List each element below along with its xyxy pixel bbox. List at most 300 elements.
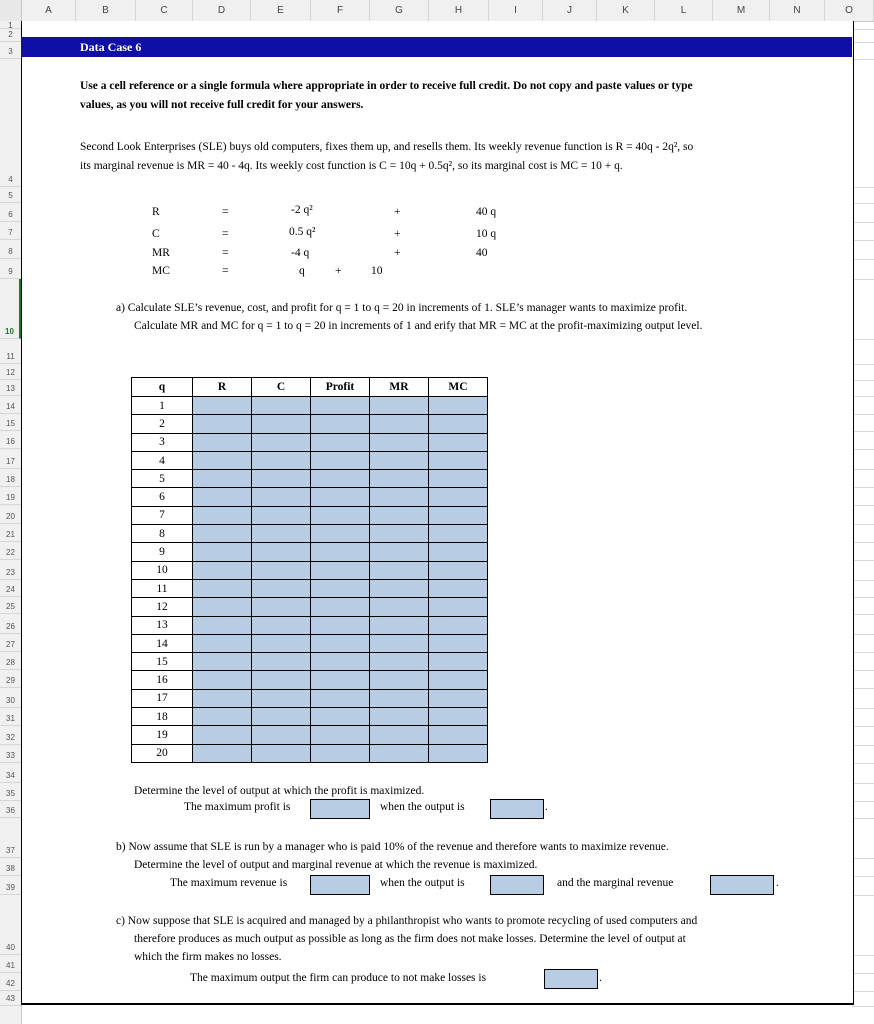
q-cell: 5 bbox=[132, 470, 193, 488]
part-b-line-2: Determine the level of output and marginal revenue at which the revenue is maximized. bbox=[134, 859, 538, 871]
gridline bbox=[852, 726, 874, 746]
period-1: . bbox=[545, 801, 548, 813]
revenue-when-output-label: when the output is bbox=[380, 877, 465, 889]
period-3: . bbox=[599, 972, 602, 984]
row-header-33[interactable]: 33 bbox=[0, 745, 21, 763]
eq-mr-name: MR bbox=[152, 247, 170, 259]
profit-when-output-label: when the output is bbox=[380, 801, 465, 813]
c-input-cell[interactable] bbox=[252, 561, 311, 579]
table-row bbox=[132, 415, 488, 433]
q-cell: 18 bbox=[132, 708, 193, 726]
mr-input-cell[interactable] bbox=[370, 506, 429, 524]
intro-line-2: its marginal revenue is MR = 40 - 4q. Its weekly cost function is C = 10q + 0.5q², so its marginal cost is MC = 10 + q. bbox=[80, 160, 623, 172]
header-mc: MC bbox=[429, 378, 488, 397]
q-cell: 6 bbox=[132, 488, 193, 506]
r-input-cell[interactable] bbox=[193, 653, 252, 671]
mr-input-cell[interactable] bbox=[370, 653, 429, 671]
r-input-cell[interactable] bbox=[193, 598, 252, 616]
gridline bbox=[852, 339, 874, 365]
profit-input-cell[interactable] bbox=[311, 671, 370, 689]
mr-input-cell[interactable] bbox=[370, 726, 429, 744]
r-input-cell[interactable] bbox=[193, 561, 252, 579]
r-input-cell[interactable] bbox=[193, 506, 252, 524]
eq-r-plus: + bbox=[394, 206, 401, 218]
row-header-bar bbox=[0, 21, 22, 1024]
gridline bbox=[852, 818, 874, 859]
data-case-title: Data Case 6 bbox=[80, 40, 142, 54]
mc-input-cell[interactable] bbox=[429, 506, 488, 524]
r-input-cell[interactable] bbox=[193, 488, 252, 506]
q-cell: 10 bbox=[132, 561, 193, 579]
r-input-cell[interactable] bbox=[193, 397, 252, 415]
eq-mc-plus: + bbox=[335, 265, 342, 277]
gridline bbox=[852, 580, 874, 598]
mr-input-cell[interactable] bbox=[370, 744, 429, 762]
gridline bbox=[852, 414, 874, 432]
row-header-40[interactable]: 40 bbox=[0, 895, 21, 955]
gridline bbox=[852, 487, 874, 506]
row-header-22[interactable]: 22 bbox=[0, 542, 21, 560]
q-cell: 15 bbox=[132, 653, 193, 671]
mc-input-cell[interactable] bbox=[429, 488, 488, 506]
q-cell: 14 bbox=[132, 634, 193, 652]
q-cell: 4 bbox=[132, 451, 193, 469]
mr-input-cell[interactable] bbox=[370, 689, 429, 707]
marginal-revenue-input[interactable] bbox=[710, 875, 774, 895]
eq-mr-plus: + bbox=[394, 247, 401, 259]
column-header-d[interactable]: D bbox=[193, 0, 251, 21]
column-header-b[interactable]: B bbox=[76, 0, 136, 21]
r-input-cell[interactable] bbox=[193, 616, 252, 634]
column-header-j[interactable]: J bbox=[543, 0, 597, 21]
column-header-l[interactable]: L bbox=[655, 0, 713, 21]
outer-gridlines bbox=[852, 21, 874, 1024]
row-header-23[interactable]: 23 bbox=[0, 560, 21, 580]
column-header-o[interactable]: O bbox=[825, 0, 874, 21]
mc-input-cell[interactable] bbox=[429, 689, 488, 707]
part-c-line-2: therefore produces as much output as possible as long as the firm does not make losses. Determine the level of output at bbox=[134, 933, 686, 945]
table-row bbox=[132, 470, 488, 488]
mc-input-cell[interactable] bbox=[429, 433, 488, 451]
mc-input-cell[interactable] bbox=[429, 708, 488, 726]
eq-c-plus: + bbox=[394, 228, 401, 240]
r-input-cell[interactable] bbox=[193, 671, 252, 689]
profit-input-cell[interactable] bbox=[311, 433, 370, 451]
gridline bbox=[852, 259, 874, 280]
r-input-cell[interactable] bbox=[193, 451, 252, 469]
eq-r-term1: -2 q² bbox=[291, 204, 313, 216]
table-header-row bbox=[132, 378, 488, 397]
gridline bbox=[852, 42, 874, 60]
q-cell: 8 bbox=[132, 525, 193, 543]
row-header-4[interactable]: 4 bbox=[0, 59, 21, 187]
mc-input-cell[interactable] bbox=[429, 744, 488, 762]
r-input-cell[interactable] bbox=[193, 579, 252, 597]
profit-input-cell[interactable] bbox=[311, 415, 370, 433]
row-header-15[interactable]: 15 bbox=[0, 414, 21, 431]
c-input-cell[interactable] bbox=[252, 543, 311, 561]
mr-input-cell[interactable] bbox=[370, 488, 429, 506]
mc-input-cell[interactable] bbox=[429, 634, 488, 652]
gridline bbox=[852, 542, 874, 561]
c-input-cell[interactable] bbox=[252, 525, 311, 543]
gridline bbox=[852, 745, 874, 764]
max-revenue-label: The maximum revenue is bbox=[170, 877, 288, 889]
eq-r-name: R bbox=[152, 206, 160, 218]
mc-input-cell[interactable] bbox=[429, 415, 488, 433]
c-input-cell[interactable] bbox=[252, 579, 311, 597]
c-input-cell[interactable] bbox=[252, 744, 311, 762]
eq-mr-term2: 40 bbox=[476, 247, 488, 259]
max-profit-label: The maximum profit is bbox=[184, 801, 291, 813]
profit-input-cell[interactable] bbox=[311, 451, 370, 469]
row-header-25[interactable]: 25 bbox=[0, 597, 21, 614]
gridline bbox=[852, 505, 874, 525]
part-a-line-2: Calculate MR and MC for q = 1 to q = 20 in increments of 1 and erify that MR = MC at the profit-maximizing output level. bbox=[134, 320, 703, 332]
part-c-line-1: c) Now suppose that SLE is acquired and managed by a philanthropist who wants to promote recycling of used computers and bbox=[116, 915, 698, 927]
row-header-31[interactable]: 31 bbox=[0, 708, 21, 726]
gridline bbox=[852, 634, 874, 653]
row-header-43[interactable]: 43 bbox=[0, 991, 21, 1006]
data-table bbox=[131, 377, 488, 763]
mr-input-cell[interactable] bbox=[370, 543, 429, 561]
mr-input-cell[interactable] bbox=[370, 415, 429, 433]
row-header-20[interactable]: 20 bbox=[0, 505, 21, 524]
mc-input-cell[interactable] bbox=[429, 525, 488, 543]
r-input-cell[interactable] bbox=[193, 708, 252, 726]
gridline bbox=[852, 29, 874, 43]
gridline bbox=[852, 279, 874, 340]
table-row bbox=[132, 726, 488, 744]
c-input-cell[interactable] bbox=[252, 671, 311, 689]
mc-input-cell[interactable] bbox=[429, 397, 488, 415]
column-header-bar bbox=[0, 0, 874, 22]
c-input-cell[interactable] bbox=[252, 689, 311, 707]
mc-input-cell[interactable] bbox=[429, 561, 488, 579]
table-row bbox=[132, 598, 488, 616]
profit-input-cell[interactable] bbox=[311, 470, 370, 488]
c-input-cell[interactable] bbox=[252, 451, 311, 469]
eq-c-name: C bbox=[152, 228, 160, 240]
gridline bbox=[852, 858, 874, 877]
table-row bbox=[132, 488, 488, 506]
gridline bbox=[852, 59, 874, 188]
gridline bbox=[852, 955, 874, 974]
eq-mr-term1: -4 q bbox=[291, 247, 310, 259]
gridline bbox=[852, 652, 874, 671]
eq-c-term1: 0.5 q² bbox=[289, 226, 316, 238]
eq-mc-term1: q bbox=[299, 265, 305, 277]
profit-input-cell[interactable] bbox=[311, 525, 370, 543]
mr-input-cell[interactable] bbox=[370, 451, 429, 469]
c-input-cell[interactable] bbox=[252, 616, 311, 634]
row-header-14[interactable]: 14 bbox=[0, 396, 21, 414]
header-q: q bbox=[132, 378, 193, 397]
column-header-m[interactable]: M bbox=[713, 0, 770, 21]
table-row bbox=[132, 506, 488, 524]
mc-input-cell[interactable] bbox=[429, 598, 488, 616]
mr-input-cell[interactable] bbox=[370, 598, 429, 616]
mc-input-cell[interactable] bbox=[429, 579, 488, 597]
row-header-7[interactable]: 7 bbox=[0, 222, 21, 240]
select-all-corner[interactable] bbox=[0, 0, 22, 21]
c-input-cell[interactable] bbox=[252, 397, 311, 415]
row-header-35[interactable]: 35 bbox=[0, 783, 21, 801]
mr-input-cell[interactable] bbox=[370, 671, 429, 689]
mr-input-cell[interactable] bbox=[370, 616, 429, 634]
row-header-8[interactable]: 8 bbox=[0, 240, 21, 259]
row-header-6[interactable]: 6 bbox=[0, 203, 21, 222]
row-header-36[interactable]: 36 bbox=[0, 801, 21, 818]
instructions-line-1: Use a cell reference or a single formula where appropriate in order to receive full credit. Do not copy and paste values or type bbox=[80, 80, 693, 92]
intro-line-1: Second Look Enterprises (SLE) buys old computers, fixes them up, and resells them. Its weekly revenue function is R = 40q - 2q², so bbox=[80, 141, 694, 153]
table-row bbox=[132, 689, 488, 707]
r-input-cell[interactable] bbox=[193, 689, 252, 707]
mc-input-cell[interactable] bbox=[429, 726, 488, 744]
eq-mc-term2: 10 bbox=[371, 265, 383, 277]
part-b-line-1: b) Now assume that SLE is run by a manager who is paid 10% of the revenue and therefore wants to maximize revenue. bbox=[116, 841, 669, 853]
gridline bbox=[852, 876, 874, 896]
column-header-n[interactable]: N bbox=[770, 0, 825, 21]
profit-input-cell[interactable] bbox=[311, 561, 370, 579]
table-row bbox=[132, 616, 488, 634]
q-cell: 11 bbox=[132, 579, 193, 597]
eq-r-term2: 40 q bbox=[476, 206, 497, 218]
max-output-input[interactable] bbox=[544, 969, 598, 989]
gridline bbox=[852, 187, 874, 204]
instructions-line-2: values, as you will not receive full credit for your answers. bbox=[80, 99, 364, 111]
q-cell: 19 bbox=[132, 726, 193, 744]
mc-input-cell[interactable] bbox=[429, 451, 488, 469]
table-row bbox=[132, 451, 488, 469]
column-header-e[interactable]: E bbox=[251, 0, 311, 21]
mr-input-cell[interactable] bbox=[370, 433, 429, 451]
profit-output-input[interactable] bbox=[490, 799, 544, 819]
profit-input-cell[interactable] bbox=[311, 488, 370, 506]
table-row bbox=[132, 744, 488, 762]
eq-c-equals: = bbox=[222, 228, 229, 240]
header-c: C bbox=[252, 378, 311, 397]
gridline bbox=[852, 380, 874, 397]
q-cell: 9 bbox=[132, 543, 193, 561]
q-cell: 13 bbox=[132, 616, 193, 634]
row-header-3[interactable]: 3 bbox=[0, 42, 21, 59]
table-row bbox=[132, 653, 488, 671]
r-input-cell[interactable] bbox=[193, 744, 252, 762]
gridline bbox=[852, 364, 874, 381]
row-header-11[interactable]: 11 bbox=[0, 339, 21, 364]
c-input-cell[interactable] bbox=[252, 708, 311, 726]
c-input-cell[interactable] bbox=[252, 488, 311, 506]
r-input-cell[interactable] bbox=[193, 415, 252, 433]
c-input-cell[interactable] bbox=[252, 470, 311, 488]
profit-input-cell[interactable] bbox=[311, 579, 370, 597]
gridline bbox=[852, 396, 874, 415]
mr-input-cell[interactable] bbox=[370, 708, 429, 726]
profit-input-cell[interactable] bbox=[311, 506, 370, 524]
row-header-26[interactable]: 26 bbox=[0, 614, 21, 634]
row-header-29[interactable]: 29 bbox=[0, 670, 21, 688]
q-cell: 2 bbox=[132, 415, 193, 433]
mc-input-cell[interactable] bbox=[429, 653, 488, 671]
c-input-cell[interactable] bbox=[252, 506, 311, 524]
gridline bbox=[852, 670, 874, 689]
r-input-cell[interactable] bbox=[193, 543, 252, 561]
gridline bbox=[852, 222, 874, 241]
c-input-cell[interactable] bbox=[252, 726, 311, 744]
gridline bbox=[852, 801, 874, 819]
eq-c-term2: 10 q bbox=[476, 228, 497, 240]
row-header-19[interactable]: 19 bbox=[0, 487, 21, 505]
r-input-cell[interactable] bbox=[193, 634, 252, 652]
c-input-cell[interactable] bbox=[252, 634, 311, 652]
c-input-cell[interactable] bbox=[252, 433, 311, 451]
mc-input-cell[interactable] bbox=[429, 470, 488, 488]
profit-input-cell[interactable] bbox=[311, 689, 370, 707]
r-input-cell[interactable] bbox=[193, 470, 252, 488]
gridline bbox=[852, 524, 874, 543]
q-cell: 1 bbox=[132, 397, 193, 415]
gridline bbox=[852, 469, 874, 488]
row-header-39[interactable]: 39 bbox=[0, 876, 21, 895]
gridline bbox=[852, 783, 874, 802]
row-header-9[interactable]: 9 bbox=[0, 259, 21, 279]
column-header-k[interactable]: K bbox=[597, 0, 655, 21]
row-header-13[interactable]: 13 bbox=[0, 380, 21, 396]
row-header-42[interactable]: 42 bbox=[0, 973, 21, 991]
profit-input-cell[interactable] bbox=[311, 598, 370, 616]
profit-input-cell[interactable] bbox=[311, 653, 370, 671]
eq-mr-equals: = bbox=[222, 247, 229, 259]
column-header-f[interactable]: F bbox=[311, 0, 370, 21]
period-2: . bbox=[776, 877, 779, 889]
row-header-38[interactable]: 38 bbox=[0, 858, 21, 876]
profit-input-cell[interactable] bbox=[311, 726, 370, 744]
row-header-27[interactable]: 27 bbox=[0, 634, 21, 652]
gridline bbox=[852, 895, 874, 956]
table-row bbox=[132, 671, 488, 689]
gridline bbox=[852, 763, 874, 784]
table-row bbox=[132, 397, 488, 415]
mr-input-cell[interactable] bbox=[370, 634, 429, 652]
mc-input-cell[interactable] bbox=[429, 616, 488, 634]
gridline bbox=[852, 688, 874, 709]
gridline bbox=[852, 560, 874, 581]
mr-input-cell[interactable] bbox=[370, 470, 429, 488]
row-header-28[interactable]: 28 bbox=[0, 652, 21, 670]
header-profit: Profit bbox=[311, 378, 370, 397]
profit-input-cell[interactable] bbox=[311, 744, 370, 762]
table-row bbox=[132, 543, 488, 561]
gridline bbox=[852, 597, 874, 615]
gridline bbox=[852, 240, 874, 260]
profit-input-cell[interactable] bbox=[311, 397, 370, 415]
eq-mc-equals: = bbox=[222, 265, 229, 277]
c-input-cell[interactable] bbox=[252, 415, 311, 433]
profit-input-cell[interactable] bbox=[311, 543, 370, 561]
mc-input-cell[interactable] bbox=[429, 543, 488, 561]
table-row bbox=[132, 525, 488, 543]
mr-input-cell[interactable] bbox=[370, 561, 429, 579]
column-header-a[interactable]: A bbox=[22, 0, 76, 21]
mr-input-cell[interactable] bbox=[370, 579, 429, 597]
gridline bbox=[852, 431, 874, 450]
table-row bbox=[132, 433, 488, 451]
r-input-cell[interactable] bbox=[193, 726, 252, 744]
row-header-2[interactable]: 2 bbox=[0, 29, 21, 42]
row-header-34[interactable]: 34 bbox=[0, 763, 21, 783]
row-header-32[interactable]: 32 bbox=[0, 726, 21, 745]
q-cell: 3 bbox=[132, 433, 193, 451]
eq-mc-name: MC bbox=[152, 265, 170, 277]
q-cell: 17 bbox=[132, 689, 193, 707]
part-c-line-3: which the firm makes no losses. bbox=[134, 951, 282, 963]
row-header-17[interactable]: 17 bbox=[0, 449, 21, 469]
determine-profit-text: Determine the level of output at which the profit is maximized. bbox=[134, 785, 425, 797]
max-output-label: The maximum output the firm can produce to not make losses is bbox=[190, 972, 487, 984]
c-input-cell[interactable] bbox=[252, 598, 311, 616]
title-banner bbox=[21, 37, 852, 57]
row-header-37[interactable]: 37 bbox=[0, 818, 21, 858]
q-cell: 20 bbox=[132, 744, 193, 762]
part-a-line-1: a) Calculate SLE’s revenue, cost, and profit for q = 1 to q = 20 in increments of 1. SLE’s manager wants to maximize profit. bbox=[116, 302, 688, 314]
gridline bbox=[852, 614, 874, 635]
profit-input-cell[interactable] bbox=[311, 708, 370, 726]
table-row bbox=[132, 634, 488, 652]
column-header-h[interactable]: H bbox=[429, 0, 489, 21]
table-row bbox=[132, 579, 488, 597]
r-input-cell[interactable] bbox=[193, 525, 252, 543]
mr-input-cell[interactable] bbox=[370, 525, 429, 543]
table-row bbox=[132, 561, 488, 579]
max-profit-input[interactable] bbox=[310, 799, 370, 819]
row-header-5[interactable]: 5 bbox=[0, 187, 21, 203]
row-header-12[interactable]: 12 bbox=[0, 364, 21, 380]
max-revenue-input[interactable] bbox=[310, 875, 370, 895]
table-row bbox=[132, 708, 488, 726]
c-input-cell[interactable] bbox=[252, 653, 311, 671]
eq-r-equals: = bbox=[222, 206, 229, 218]
revenue-output-input[interactable] bbox=[490, 875, 544, 895]
column-header-g[interactable]: G bbox=[370, 0, 429, 21]
row-header-30[interactable]: 30 bbox=[0, 688, 21, 708]
r-input-cell[interactable] bbox=[193, 433, 252, 451]
profit-input-cell[interactable] bbox=[311, 634, 370, 652]
row-header-21[interactable]: 21 bbox=[0, 524, 21, 542]
mr-input-cell[interactable] bbox=[370, 397, 429, 415]
header-mr: MR bbox=[370, 378, 429, 397]
gridline bbox=[852, 449, 874, 470]
gridline bbox=[852, 973, 874, 992]
q-cell: 7 bbox=[132, 506, 193, 524]
column-header-c[interactable]: C bbox=[136, 0, 193, 21]
row-header-18[interactable]: 18 bbox=[0, 469, 21, 487]
column-header-i[interactable]: I bbox=[489, 0, 543, 21]
mc-input-cell[interactable] bbox=[429, 671, 488, 689]
header-r: R bbox=[193, 378, 252, 397]
marginal-revenue-label: and the marginal revenue bbox=[557, 877, 674, 889]
row-header-24[interactable]: 24 bbox=[0, 580, 21, 597]
profit-input-cell[interactable] bbox=[311, 616, 370, 634]
row-header-10[interactable]: 10 bbox=[0, 279, 21, 339]
row-header-1[interactable]: 1 bbox=[0, 21, 21, 29]
row-header-16[interactable]: 16 bbox=[0, 431, 21, 449]
gridline bbox=[852, 991, 874, 1007]
gridline bbox=[852, 708, 874, 727]
row-header-41[interactable]: 41 bbox=[0, 955, 21, 973]
q-cell: 12 bbox=[132, 598, 193, 616]
q-cell: 16 bbox=[132, 671, 193, 689]
